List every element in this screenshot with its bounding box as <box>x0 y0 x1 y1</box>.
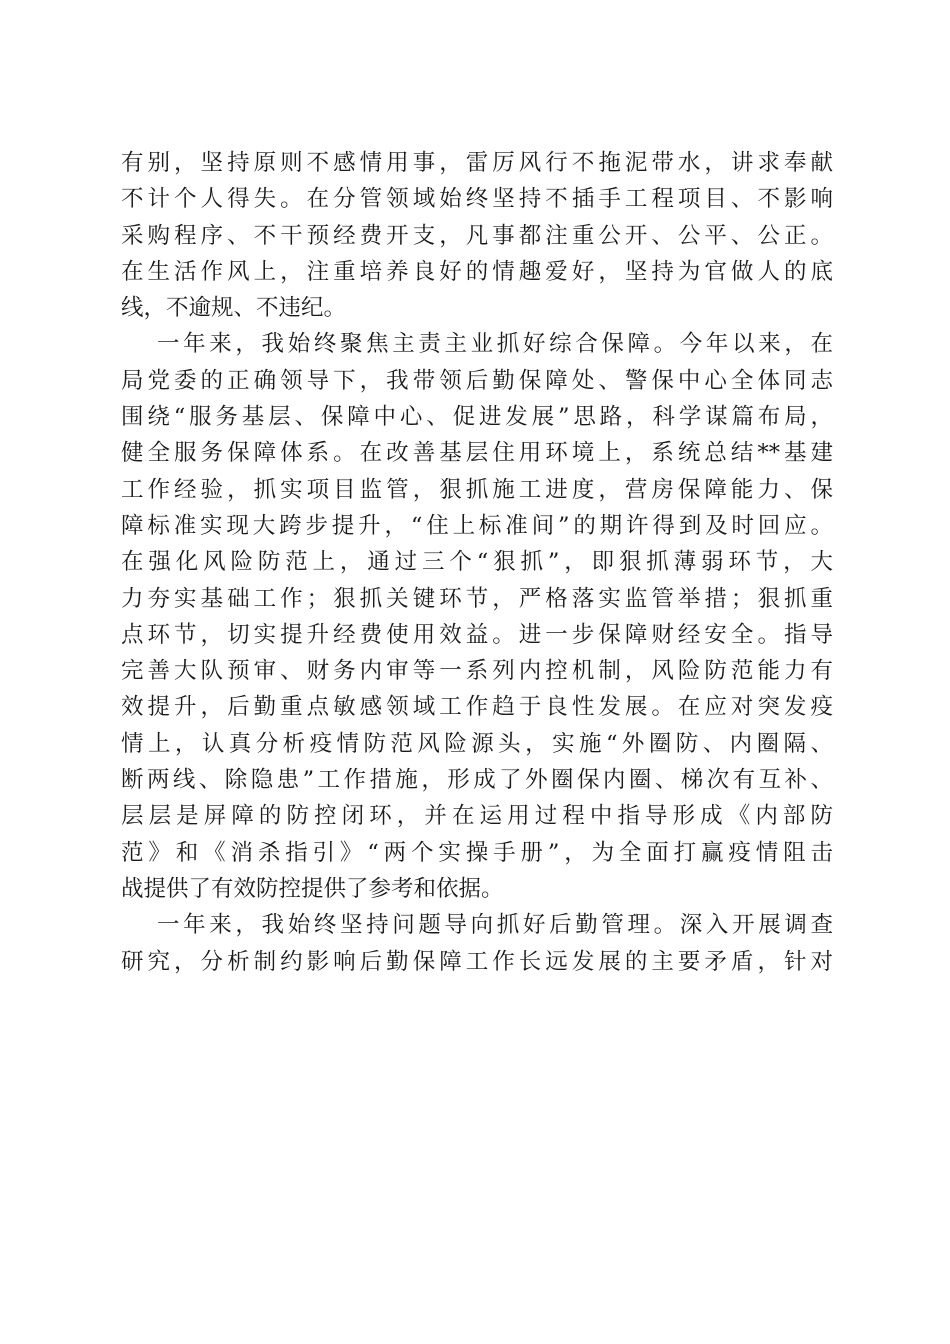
body-text <box>121 145 833 980</box>
text-line: 在生活作风上，注重培养良好的情趣爱好，坚持为官做人的底 <box>121 258 833 285</box>
text-line: 效提升，后勤重点敏感领域工作趋于良性发展。在应对突发疫 <box>121 694 833 721</box>
text-line: 研究，分析制约影响后勤保障工作长远发展的主要矛盾，针对 <box>121 948 833 975</box>
paragraph <box>121 145 833 326</box>
paragraph <box>121 907 833 980</box>
text-line: 断两线、除隐患”工作措施，形成了外圈保内圈、梯次有互补、 <box>121 767 833 794</box>
text-line: 完善大队预审、财务内审等一系列内控机制，风险防范能力有 <box>121 658 833 685</box>
text-line: 采购程序、不干预经费开支，凡事都注重公开、公平、公正。 <box>121 222 833 249</box>
text-line: 一年来，我始终坚持问题导向抓好后勤管理。深入开展调查 <box>157 912 833 939</box>
text-line: 健全服务保障体系。在改善基层住用环境上，系统总结**基建 <box>121 440 833 467</box>
text-line: 情上，认真分析疫情防范风险源头，实施“外圈防、内圈隔、 <box>121 730 833 757</box>
text-line: 范》和《消杀指引》“两个实操手册”，为全面打赢疫情阻击 <box>121 839 833 866</box>
text-line: 在强化风险防范上，通过三个“狠抓”，即狠抓薄弱环节，大 <box>121 549 833 576</box>
text-line: 障标准实现大跨步提升，“住上标准间”的期许得到及时回应。 <box>121 512 833 539</box>
text-line: 不计个人得失。在分管领域始终坚持不插手工程项目、不影响 <box>121 186 833 213</box>
text-line: 层层是屏障的防控闭环，并在运用过程中指导形成《内部防 <box>121 803 833 830</box>
text-line: 线，不逾规、不违纪。 <box>121 295 347 322</box>
text-line: 工作经验，抓实项目监管，狠抓施工进度，营房保障能力、保 <box>121 476 833 503</box>
text-line: 局党委的正确领导下，我带领后勤保障处、警保中心全体同志 <box>121 367 833 394</box>
text-line: 一年来，我始终聚焦主责主业抓好综合保障。今年以来，在 <box>157 331 833 358</box>
text-line: 战提供了有效防控提供了参考和依据。 <box>121 875 504 902</box>
text-line: 有别，坚持原则不感情用事，雷厉风行不拖泥带水，讲求奉献 <box>121 150 833 176</box>
text-line: 点环节，切实提升经费使用效益。进一步保障财经安全。指导 <box>121 621 833 648</box>
text-line: 围绕“服务基层、保障中心、促进发展”思路，科学谋篇布局， <box>121 404 833 431</box>
paragraph <box>121 326 833 907</box>
text-line: 力夯实基础工作；狠抓关键环节，严格落实监管举措；狠抓重 <box>121 585 833 612</box>
